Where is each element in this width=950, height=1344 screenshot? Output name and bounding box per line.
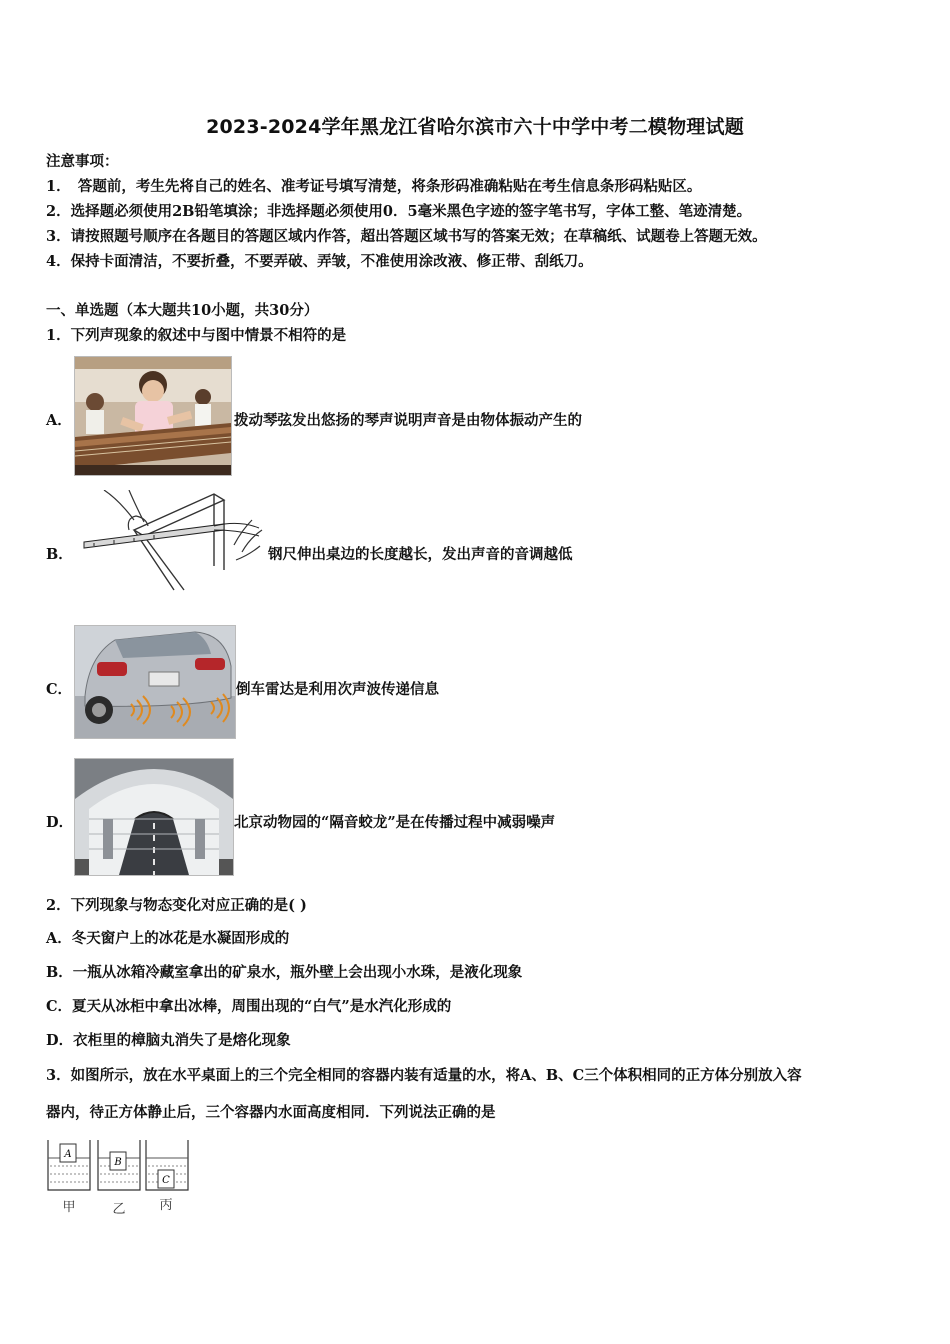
- option-text: 拨动琴弦发出悠扬的琴声说明声音是由物体振动产生的: [234, 412, 582, 429]
- question-3-stem-line2: 器内，待正方体静止后，三个容器内水面高度相同．下列说法正确的是: [46, 1104, 496, 1121]
- notice-item-3: 3．请按照题号顺序在各题目的答题区域内作答，超出答题区域书写的答案无效；在草稿纸、试题卷上答题无效。: [46, 228, 767, 245]
- notice-heading: 注意事项：: [46, 153, 119, 170]
- container-bing: [146, 1140, 188, 1213]
- reversing-radar-photo: [74, 625, 236, 739]
- q2-option-c: C．夏天从冰柜中拿出冰棒，周围出现的“白气”是水汽化形成的: [46, 998, 452, 1015]
- notice-item-4: 4．保持卡面清洁，不要折叠，不要弄破、弄皱，不准使用涂改液、修正带、刮纸刀。: [46, 253, 593, 270]
- container-jia-label: 甲: [62, 1200, 76, 1215]
- container-yi-label: 乙: [112, 1202, 126, 1217]
- block-c-label: C: [162, 1175, 170, 1186]
- q2-option-d: D．衣柜里的樟脑丸消失了是熔化现象: [46, 1032, 291, 1049]
- container-jia: [48, 1140, 90, 1215]
- container-yi: [98, 1140, 140, 1217]
- option-letter: B．: [46, 546, 73, 563]
- option-text: 钢尺伸出桌边的长度越长，发出声音的音调越低: [268, 546, 573, 563]
- block-b-label: B: [114, 1157, 122, 1168]
- section-heading: 一、单选题（本大题共10小题，共30分）: [46, 302, 319, 319]
- notice-item-2: 2．选择题必须使用2B铅笔填涂；非选择题必须使用0．5毫米黑色字迹的签字笔书写，字体工整、笔迹清楚。: [46, 203, 752, 220]
- q2-option-a: A．冬天窗户上的冰花是水凝固形成的: [46, 930, 290, 947]
- block-a-label: A: [64, 1149, 72, 1160]
- option-letter: A．: [46, 412, 72, 429]
- sound-barrier-tunnel-photo: [74, 758, 234, 876]
- containers-figure: [46, 1136, 196, 1224]
- q2-option-b: B．一瓶从冰箱冷藏室拿出的矿泉水，瓶外壁上会出现小水珠，是液化现象: [46, 964, 523, 981]
- question-2-stem: 2．下列现象与物态变化对应正确的是( ): [46, 897, 307, 914]
- guzheng-photo: [74, 356, 232, 476]
- question-1-stem: 1．下列声现象的叙述中与图中情景不相符的是: [46, 327, 347, 344]
- page-title: 2023-2024学年黑龙江省哈尔滨市六十中学中考二模物理试题: [206, 116, 744, 138]
- option-text: 倒车雷达是利用次声波传递信息: [236, 681, 439, 698]
- ruler-table-drawing: [74, 490, 266, 592]
- question-3-stem-line1: 3．如图所示，放在水平桌面上的三个完全相同的容器内装有适量的水，将A、B、C三个体积相同的正方体分别放入容: [46, 1067, 802, 1084]
- notice-item-1: 1． 答题前，考生先将自己的姓名、准考证号填写清楚，将条形码准确粘贴在考生信息条形码粘贴区。: [46, 178, 702, 195]
- option-letter: C．: [46, 681, 73, 698]
- option-letter: D．: [46, 814, 74, 831]
- option-text: 北京动物园的“隔音蛟龙”是在传播过程中减弱噪声: [234, 814, 556, 831]
- container-bing-label: 丙: [159, 1198, 173, 1213]
